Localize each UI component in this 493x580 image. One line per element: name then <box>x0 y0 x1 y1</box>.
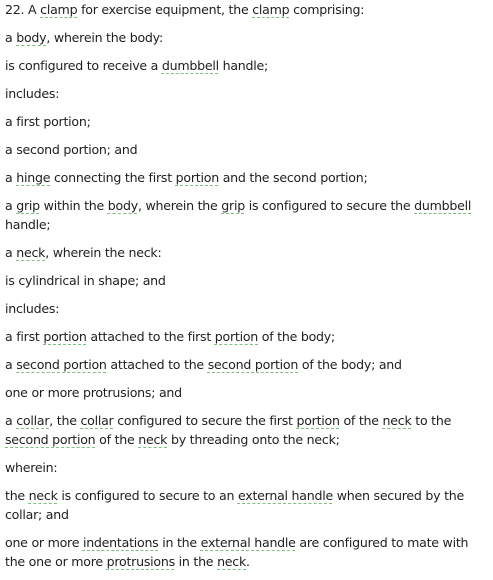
claim-text: of the <box>339 413 383 428</box>
highlighted-term: collar <box>16 413 50 428</box>
claim-text: are configured to mate with the one or more <box>5 535 469 569</box>
claim-text: a <box>5 198 17 213</box>
claim-text: a <box>5 30 17 45</box>
claim-line <box>5 0 487 19</box>
highlighted-term: neck <box>217 554 247 569</box>
highlighted-term: body <box>16 30 47 45</box>
claim-text: , wherein the <box>137 198 222 213</box>
highlighted-term: body <box>107 198 138 213</box>
highlighted-term: collar <box>80 413 114 428</box>
claim-text: , wherein the neck: <box>45 245 162 260</box>
claim-text: by threading onto the neck; <box>167 432 340 447</box>
claim-text: to the <box>411 413 452 428</box>
highlighted-term: external handle <box>237 488 333 503</box>
claim-text: wherein: <box>5 460 58 475</box>
claim-text: comprising: <box>289 2 365 17</box>
claim-text: configured to secure the first <box>113 413 297 428</box>
highlighted-term: indentations <box>82 535 159 550</box>
highlighted-term: portion <box>175 170 219 185</box>
claim-line <box>5 533 487 571</box>
claim-line <box>5 168 487 187</box>
patent-claim-document <box>5 0 487 580</box>
claim-text: the <box>5 488 29 503</box>
claim-text: is configured to secure the <box>244 198 415 213</box>
claim-text: 22. A <box>5 2 41 17</box>
highlighted-term: second portion <box>16 357 107 372</box>
claim-text: of the <box>95 432 139 447</box>
claim-line <box>5 56 487 75</box>
claim-text: . <box>246 554 250 569</box>
highlighted-term: second portion <box>207 357 299 372</box>
claim-line <box>5 458 487 477</box>
claim-text: a second portion; and <box>5 142 138 157</box>
claim-text: of the body; and <box>298 357 402 372</box>
claim-line <box>5 327 487 346</box>
claim-text: and the second portion; <box>218 170 368 185</box>
highlighted-term: neck <box>382 413 412 428</box>
claim-text: a first <box>5 329 44 344</box>
highlighted-term: protrusions <box>106 554 175 569</box>
claim-text: when secured by the collar; and <box>5 488 464 522</box>
claim-line <box>5 271 487 290</box>
claim-text: attached to the first <box>86 329 215 344</box>
claim-line <box>5 28 487 47</box>
claim-line <box>5 84 487 103</box>
claim-text: attached to the <box>106 357 208 372</box>
claim-text: a <box>5 170 17 185</box>
highlighted-term: second portion <box>5 432 96 447</box>
claim-text: is cylindrical in shape; and <box>5 273 166 288</box>
highlighted-term: dumbbell <box>161 58 219 73</box>
claim-text: includes: <box>5 86 60 101</box>
claim-text: one or more protrusions; and <box>5 385 182 400</box>
highlighted-term: portion <box>296 413 340 428</box>
claim-text: of the body; <box>258 329 335 344</box>
claim-text: handle; <box>218 58 269 73</box>
claim-text: one or more <box>5 535 83 550</box>
claim-text: a first portion; <box>5 114 91 129</box>
highlighted-term: grip <box>16 198 40 213</box>
claim-line <box>5 112 487 131</box>
claim-text: is configured to receive a <box>5 58 162 73</box>
highlighted-term: neck <box>16 245 46 260</box>
highlighted-term: external handle <box>200 535 296 550</box>
claim-text: within the <box>39 198 108 213</box>
claim-text: in the <box>174 554 218 569</box>
claim-text: a <box>5 357 17 372</box>
claim-text: handle; <box>5 217 51 232</box>
claim-line <box>5 243 487 262</box>
claim-text: includes: <box>5 301 60 316</box>
claim-text: in the <box>158 535 201 550</box>
claim-text: , wherein the body: <box>46 30 163 45</box>
claim-line <box>5 411 487 449</box>
highlighted-term: portion <box>214 329 259 344</box>
highlighted-term: grip <box>221 198 245 213</box>
claim-line <box>5 383 487 402</box>
claim-text: a <box>5 245 17 260</box>
highlighted-term: portion <box>43 329 87 344</box>
highlighted-term: clamp <box>40 2 78 17</box>
claim-line <box>5 486 487 524</box>
highlighted-term: neck <box>28 488 58 503</box>
claim-line <box>5 196 487 234</box>
claim-line <box>5 355 487 374</box>
claim-text: , the <box>49 413 81 428</box>
claim-line <box>5 299 487 318</box>
claim-text: a <box>5 413 17 428</box>
claim-text: connecting the first <box>50 170 176 185</box>
highlighted-term: neck <box>138 432 168 447</box>
highlighted-term: clamp <box>252 2 290 17</box>
highlighted-term: dumbbell <box>414 198 472 213</box>
claim-text: for exercise equipment, the <box>77 2 253 17</box>
claim-text: is configured to secure to an <box>57 488 238 503</box>
claim-line <box>5 140 487 159</box>
highlighted-term: hinge <box>16 170 51 185</box>
